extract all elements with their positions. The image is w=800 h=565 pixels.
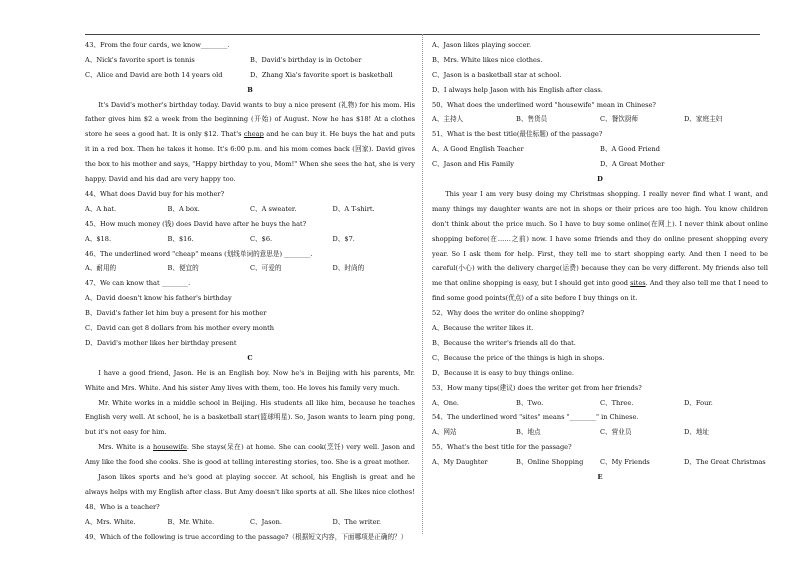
option-c: C、David can get 8 dollars from his mother every month [85,324,274,333]
option-d: D、David's mother likes her birthday present [85,338,237,347]
question-49: 49、Which of the following is true according to the passage?（根据短文内容，下面哪项是正确的？） [85,532,408,541]
option-b: B、Online Shopping [516,458,584,467]
underlined-word: sites [630,279,646,288]
option-c: C、营业员 [600,428,632,437]
option-d: D、A T-shirt. [332,204,375,213]
passage-c-paragraph-4: Jason likes sports and he's good at playing soccer. At school, his English is great and he always helps with my English after class. But Amy doesn't like sports at all. She likes nice clothes! [85,473,415,496]
option-b: B、David's birthday is in October [250,55,362,64]
option-c: C、Jason and His Family [432,160,514,169]
question-43-options [85,53,415,68]
option-d: D、地址 [684,428,710,437]
option-a: A、Nick's favorite sport is tennis [85,55,195,64]
option-b: B、A Good Friend [600,145,661,154]
left-column [85,38,415,545]
question-51: 51、What is the best title(最佳标题) of the passage? [432,130,603,139]
option-b: B、Because the writer's friends all do that. [432,338,576,347]
passage-c-paragraph-1: I have a good friend, Jason. He is an English boy. Now he's in Beijing with his parents, Mr. White and Mrs. White. And his sister Amy lives with them, too. He loves his family very much. [85,368,415,392]
option-b: B、Mrs. White likes nice clothes. [432,55,543,64]
option-d: D、Four. [684,398,713,407]
option-b: B、地点 [516,428,541,437]
option-a: A、My Daughter [432,458,488,467]
question-55: 55、What's the best title for the passage? [432,443,572,452]
option-a: A、A Good English Teacher [432,145,524,154]
question-54: 54、The underlined word "sites" means "________" in Chinese. [432,413,639,422]
option-a: A、Mrs. White. [85,517,136,526]
question-48: 48、Who is a teacher? [85,502,160,511]
section-c-heading: C [247,353,253,362]
question-44-options [85,202,415,217]
option-d: D、家庭主妇 [684,115,723,124]
option-a: A、David doesn't know his father's birthday [85,294,232,303]
option-b: B、A box. [167,204,200,213]
option-a: A、耐用的 [85,264,117,273]
section-b-heading: B [247,85,253,94]
section-e-heading: E [597,472,603,481]
question-52: 52、Why does the writer do online shopping? [432,309,585,318]
column-divider [422,34,423,534]
passage-c-paragraph-3: Mrs. White is a housewife. She stays(呆在) at home. She can cook(烹饪) very well. Jason and Amy like the food she cooks. She is good at telling interesting stories, too. She is a great mother. [85,443,415,467]
question-47: 47、We can know that ________. [85,279,191,288]
question-53-options [432,396,768,411]
option-c: C、My Friends [600,458,650,467]
option-b: B、$16. [167,234,194,243]
option-d: D、A Great Mother [600,160,665,169]
option-a: A、Because the writer likes it. [432,324,534,333]
option-d: D、I always help Jason with his English after class. [432,85,603,94]
option-d: D、Because it is easy to buy things online. [432,368,574,377]
option-a: A、网站 [432,428,457,437]
option-d: D、Zhang Xia's favorite sport is basketball [250,70,393,79]
question-55-options [432,455,768,470]
option-c: C、Alice and David are both 14 years old [85,70,223,79]
question-44: 44、What does David buy for his mother? [85,190,225,198]
option-c: C、Jason. [250,517,282,526]
question-50: 50、What does the underlined word "housewife" mean in Chinese? [432,100,656,109]
question-45-options [85,232,415,247]
option-b: B、售货员 [516,115,548,124]
passage-c-paragraph-2: Mr. White works in a middle school in Beijing. His students all like him, because he teaches English very well. At school, he is a basketball star(篮球明星). So, Jason wants to learn ping pong, but it's not easy for him. [85,398,415,437]
option-c: C、Three. [600,398,634,407]
question-46-options [85,261,415,276]
underlined-word: cheap [243,130,264,139]
passage-b: It's David's mother's birthday today. David wants to buy a nice present (礼物) for his mom. His father gives him $2 a week from the beginning (开始) of August. Now he has $18! At a clothes store he sees a good hat. It is only $12. That's cheap and he can buy it. He buys the hat and puts it in a red box. Then he takes it home. It's 6:00 p.m. and his mom comes back (回家). David gives the box to his mother and says, "Happy birthday to you, Mom!" When she sees the hat, she is very happy. David and his dad are very happy too. [85,100,415,184]
question-46: 46、The underlined word "cheap" means (划线单词的意思是) ________. [85,249,313,258]
option-b: B、David's father let him buy a present for his mother [85,309,267,318]
question-54-options [432,425,768,440]
option-d: D、The writer. [332,517,382,526]
question-43-options-2 [85,68,415,83]
option-c: C、A sweater. [250,204,297,213]
question-45: 45、How much money (钱) does David have after he buys the hat? [85,219,307,228]
question-43: 43、From the four cards, we know________. [85,41,230,49]
option-b: B、Two. [516,398,544,407]
option-a: A、Jason likes playing soccer. [432,41,532,49]
section-d-heading: D [597,175,603,184]
question-51-options [432,142,768,157]
option-a: A、主持人 [432,115,464,124]
option-c: C、可爱的 [250,264,282,273]
right-column [432,38,768,485]
option-a: A、A hat. [85,204,117,213]
option-c: C、Jason is a basketball star at school. [432,70,562,79]
option-d: D、The Great Christmas [684,458,766,467]
option-c: C、Because the price of the things is high in shops. [432,353,605,362]
question-51-options-2 [432,157,768,172]
option-b: B、便宜的 [167,264,199,273]
option-c: C、$6. [250,234,273,243]
option-a: A、One. [432,398,460,407]
passage-d: This year I am very busy doing my Christmas shopping. I really never find what I want, and many things my daughter wants are not in shops or their prices are too high. You know children don't think about the price much. So I have to buy some online(在网上). I never think about online shopping before(在……之前) now. I have some friends and they do online present shopping every year. So I ask them for help. First, they tell me to start shopping early. And then I need to be careful(小心) with the delivery charge(运费) because they can be very different. My friends also tell me that online shopping is easy, but I should get into good sites. And they also tell me that I need to find some good points(优点) of a site before I buy things on it. [432,189,768,303]
option-c: C、餐饮厨师 [600,115,639,124]
option-d: D、$7. [332,234,355,243]
question-50-options [432,112,768,127]
option-d: D、时尚的 [332,264,365,273]
option-b: B、Mr. White. [167,517,215,526]
question-48-options [85,515,415,530]
question-53: 53、How many tips(建议) does the writer get from her friends? [432,383,642,392]
option-a: A、$18. [85,234,112,243]
underlined-word: housewife [153,443,187,452]
